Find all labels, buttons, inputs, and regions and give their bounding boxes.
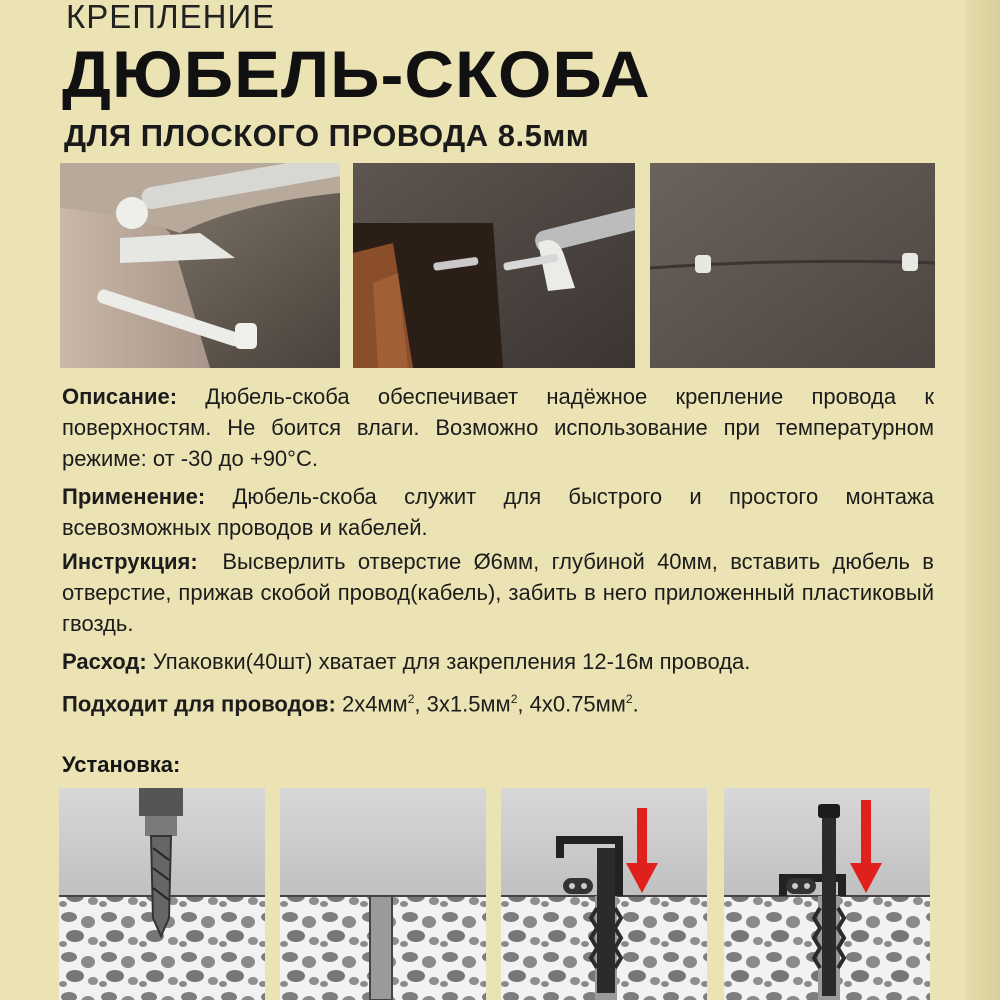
wire-item-sep: , xyxy=(414,691,427,717)
wires-label: Подходит для проводов: xyxy=(62,691,336,717)
photo-wire-on-wall xyxy=(650,163,935,368)
wire-item-sup: 2 xyxy=(625,692,633,706)
wire-item-sup: 2 xyxy=(407,692,415,706)
step-3-insert-dowel xyxy=(501,788,707,1000)
description-block xyxy=(62,381,934,474)
wire-item: 4x0.75мм xyxy=(529,691,626,717)
wire-item-sep: , xyxy=(517,691,530,717)
step-4-hammer-nail xyxy=(724,788,930,1000)
instruction-text: Высверлить отверстие Ø6мм, глубиной 40мм, вставить дюбель в отверстие, прижав скобой провод(кабель), забить в него приложенный пластиковый гвоздь. xyxy=(62,549,941,636)
product-title: ДЮБЕЛЬ-СКОБА xyxy=(62,37,651,111)
instruction-block xyxy=(62,546,941,639)
installation-title: Установка: xyxy=(62,752,181,777)
wire-item: 3x1.5мм xyxy=(426,691,511,717)
wires-block xyxy=(62,684,934,719)
wire-item-sup: 2 xyxy=(510,692,518,706)
category-label: КРЕПЛЕНИЕ xyxy=(66,0,276,35)
usage-text: Дюбель-скоба служит для быстрого и простого монтажа всевозможных проводов и кабелей. xyxy=(62,484,934,540)
photo-dowel-in-wall xyxy=(353,163,635,368)
instruction-label: Инструкция: xyxy=(62,549,198,574)
usage-block xyxy=(62,481,934,543)
package-edge xyxy=(966,0,1000,1000)
photo-dowel-closeup xyxy=(60,163,340,368)
description-text: Дюбель-скоба обеспечивает надёжное крепление провода к поверхностям. Не боится влаги. Возможно использование при температурном режиме: от -30 до +90°С. xyxy=(62,384,934,471)
consumption-block xyxy=(62,646,934,677)
step-2-hole xyxy=(280,788,486,1000)
usage-label: Применение: xyxy=(62,484,206,509)
step-1-drilling xyxy=(59,788,265,1000)
consumption-text: Упаковки(40шт) хватает для закрепления 12-16м провода. xyxy=(146,649,751,674)
description-label: Описание: xyxy=(62,384,178,409)
product-subtitle: ДЛЯ ПЛОСКОГО ПРОВОДА 8.5мм xyxy=(64,118,590,153)
consumption-label: Расход: xyxy=(62,649,147,674)
wire-item: 2x4мм xyxy=(335,691,408,717)
wire-item-sep: . xyxy=(632,691,639,717)
